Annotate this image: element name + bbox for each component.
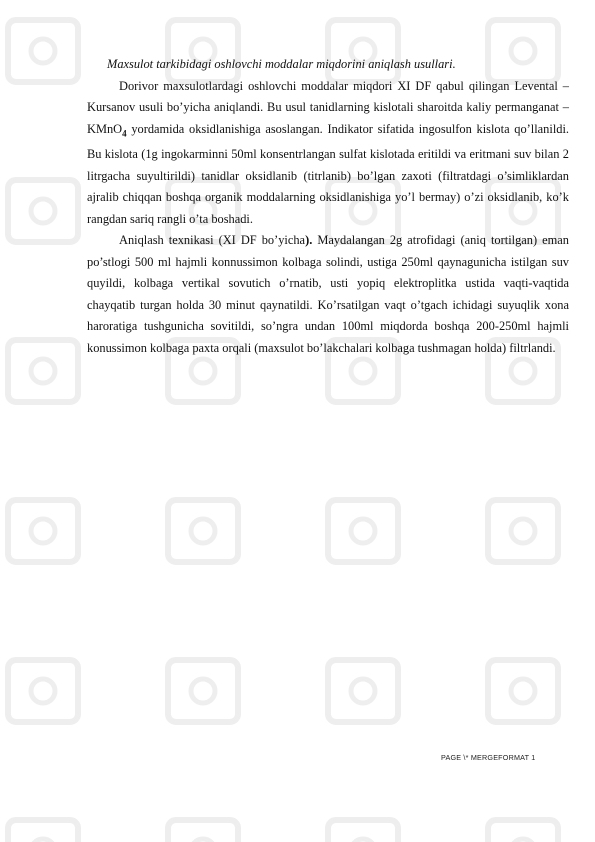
watermark-tile <box>328 660 398 722</box>
paragraph1-text-start: Dorivor maxsulotlardagi oshlovchi moddalar miqdori XI DF qabul qilingan Levental – Kursanov usuli bo’yicha aniqlandi. Bu usul tanidlarning kislotali sharoitda kaliy permanganat – KMnO <box>87 78 569 136</box>
paragraph-technique <box>87 230 569 359</box>
watermark-ring <box>191 359 215 383</box>
watermark-tile <box>168 820 238 842</box>
paragraph1-text-end: yordamida oksidlanishiga asoslangan. Indikator sifatida ingosulfon kislota qo’llanildi. Bu kislota (1g ingokarminni 50ml konsentrlangan sulfat kislotada eritildi va eritmani suv bilan 2 litrgacha suyultirildi) tanidlar oksidlanib (titrlanib) bo’lgan zaxoti (filtratdagi o’simliklardan ajralib chiqqan boshqa organik moddalarning oksidlanishiga yo’l bermay) o’zi oksidlanib, ko’k rangdan sariq rangli o’ta boshadi. <box>87 121 569 226</box>
watermark-tile <box>8 660 78 722</box>
paragraph2-bold-punct: ). <box>305 233 313 248</box>
watermark-tile <box>488 500 558 562</box>
watermark-ring <box>31 519 55 543</box>
watermark-ring <box>31 199 55 223</box>
page-number-field: PAGE \* MERGEFORMAT 1 <box>441 753 536 762</box>
watermark-ring <box>351 679 375 703</box>
watermark-ring <box>191 519 215 543</box>
paragraph2-text-start: Aniqlash texnikasi (XI DF bo’yicha <box>119 233 306 248</box>
watermark-tile <box>168 660 238 722</box>
watermark-tile <box>168 500 238 562</box>
paragraph2-text-end: Maydalangan 2g atrofidagi (aniq tortilgan) eman po’stlogi 500 ml hajmli konnussimon kolbaga solindi, ustiga 250ml qaynagunicha istilgan suv quyildi, kolbaga vertikal sovutich o’rnatib, usti yopiq elektroplitka ustida vaqti-vaqtida chayqatib turgan holda 30 minut qaynatildi. Ko’rsatilgan vaqt o’tgach ichidagi suyuqlik xona haroratiga tushgunicha sovitildi, so’ngra undan 100ml miqdorda boshqa 200-250ml hajmli konussimon kolbaga paxta orqali (maxsulot bo’lakchalari kolbaga tushmagan holda) filtrlandi. <box>87 233 569 355</box>
watermark-ring <box>31 39 55 63</box>
chemical-subscript: 4 <box>122 127 127 138</box>
document-body <box>87 54 569 359</box>
watermark-tile <box>8 500 78 562</box>
watermark-tile <box>8 180 78 242</box>
watermark-ring <box>511 679 535 703</box>
watermark-ring <box>351 519 375 543</box>
watermark-tile <box>328 500 398 562</box>
watermark-ring <box>511 359 535 383</box>
watermark-ring <box>511 519 535 543</box>
watermark-tile <box>8 340 78 402</box>
watermark-tile <box>8 820 78 842</box>
section-heading: Maxsulot tarkibidagi oshlovchi moddalar miqdorini aniqlash usullari. <box>107 57 456 71</box>
watermark-ring <box>191 679 215 703</box>
watermark-tile <box>488 820 558 842</box>
watermark-tile <box>328 820 398 842</box>
watermark-ring <box>351 359 375 383</box>
watermark-tile <box>488 660 558 722</box>
paragraph-method-description <box>87 76 569 231</box>
watermark-tile <box>8 20 78 82</box>
watermark-ring <box>31 679 55 703</box>
watermark-ring <box>31 359 55 383</box>
